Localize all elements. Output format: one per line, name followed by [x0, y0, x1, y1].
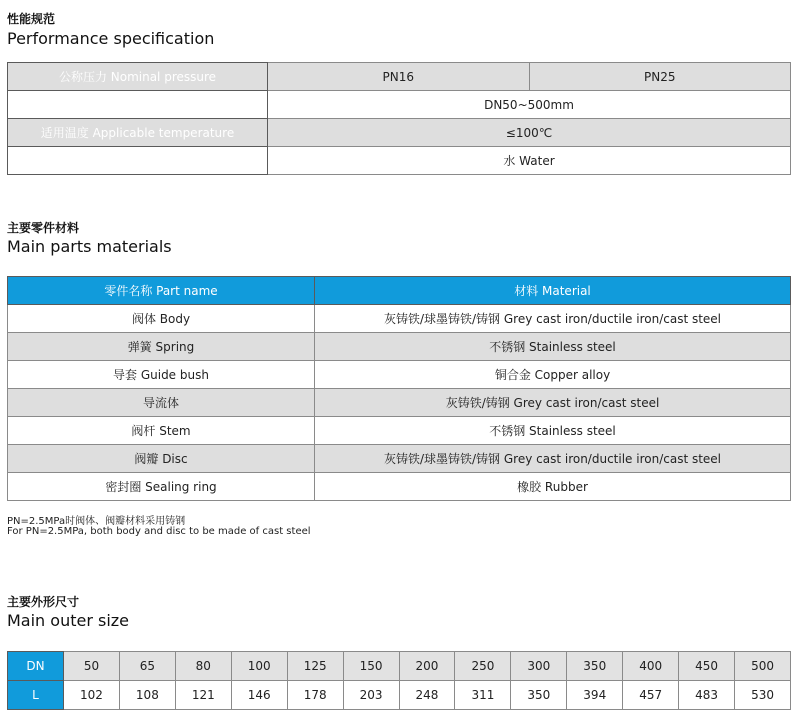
- table-row: [8, 63, 791, 91]
- applicable-medium-value: 水 Water: [268, 147, 791, 175]
- l-value: 311: [455, 681, 511, 710]
- dn-label: DN: [8, 652, 64, 681]
- materials-title-en: Main parts materials: [7, 237, 172, 256]
- dimensions-table: [7, 651, 791, 710]
- material-cell: 不锈钢 Stainless steel: [315, 333, 791, 361]
- materials-table: [7, 276, 791, 501]
- dn-row: [8, 652, 791, 681]
- table-row: [8, 445, 791, 473]
- part-name-cell: 阀体 Body: [8, 305, 315, 333]
- dn-value: 100: [231, 652, 287, 681]
- table-row: [8, 417, 791, 445]
- l-row: [8, 681, 791, 710]
- materials-note-cn: PN=2.5MPa时阀体、阀瓣材料采用铸钢: [7, 516, 186, 527]
- dn-value: 500: [735, 652, 791, 681]
- dn-value: 80: [175, 652, 231, 681]
- materials-note-en: For PN=2.5MPa, both body and disc to be made of cast steel: [7, 526, 311, 537]
- dimensions-title-en: Main outer size: [7, 611, 130, 630]
- performance-title-cn: 性能规范: [7, 12, 56, 26]
- material-header: 材料 Material: [315, 277, 791, 305]
- dn-value: 450: [679, 652, 735, 681]
- table-row: [8, 119, 791, 147]
- performance-title-en: Performance specification: [7, 29, 215, 48]
- table-row: [8, 361, 791, 389]
- dimensions-title-cn: 主要外形尺寸: [7, 595, 80, 609]
- dn-value: 300: [511, 652, 567, 681]
- part-name-cell: 阀杆 Stem: [8, 417, 315, 445]
- l-value: 530: [735, 681, 791, 710]
- dn-value: 125: [287, 652, 343, 681]
- nominal-diameter-value: DN50~500mm: [268, 91, 791, 119]
- table-row: [8, 147, 791, 175]
- table-row: [8, 473, 791, 501]
- l-value: 102: [64, 681, 120, 710]
- applicable-temperature-value: ≤100℃: [268, 119, 791, 147]
- l-label: L: [8, 681, 64, 710]
- part-name-cell: 导套 Guide bush: [8, 361, 315, 389]
- part-name-cell: 阀瓣 Disc: [8, 445, 315, 473]
- material-cell: 不锈钢 Stainless steel: [315, 417, 791, 445]
- dn-value: 50: [64, 652, 120, 681]
- material-cell: 灰铸铁/球墨铸铁/铸钢 Grey cast iron/ductile iron/cast steel: [315, 445, 791, 473]
- table-row: [8, 305, 791, 333]
- l-value: 146: [231, 681, 287, 710]
- part-name-cell: 弹簧 Spring: [8, 333, 315, 361]
- part-name-cell: 密封圈 Sealing ring: [8, 473, 315, 501]
- table-header-row: [8, 277, 791, 305]
- material-cell: 灰铸铁/铸钢 Grey cast iron/cast steel: [315, 389, 791, 417]
- materials-title-cn: 主要零件材料: [7, 221, 80, 235]
- l-value: 108: [119, 681, 175, 710]
- material-cell: 橡胶 Rubber: [315, 473, 791, 501]
- l-value: 350: [511, 681, 567, 710]
- dn-value: 250: [455, 652, 511, 681]
- nominal-pressure-pn16: PN16: [268, 63, 530, 91]
- l-value: 203: [343, 681, 399, 710]
- dn-value: 350: [567, 652, 623, 681]
- l-value: 121: [175, 681, 231, 710]
- performance-table: [7, 62, 791, 175]
- material-cell: 铜合金 Copper alloy: [315, 361, 791, 389]
- nominal-pressure-label: 公称压力 Nominal pressure: [8, 63, 268, 91]
- part-name-cell: 导流体: [8, 389, 315, 417]
- dn-value: 400: [623, 652, 679, 681]
- l-value: 457: [623, 681, 679, 710]
- material-cell: 灰铸铁/球墨铸铁/铸钢 Grey cast iron/ductile iron/cast steel: [315, 305, 791, 333]
- part-name-header: 零件名称 Part name: [8, 277, 315, 305]
- table-row: [8, 389, 791, 417]
- l-value: 178: [287, 681, 343, 710]
- table-row: [8, 333, 791, 361]
- l-value: 248: [399, 681, 455, 710]
- dn-value: 200: [399, 652, 455, 681]
- nominal-diameter-label: 公称通径 Nominal diameter: [8, 91, 268, 119]
- nominal-pressure-pn25: PN25: [529, 63, 791, 91]
- l-value: 394: [567, 681, 623, 710]
- table-row: [8, 91, 791, 119]
- applicable-temperature-label: 适用温度 Applicable temperature: [8, 119, 268, 147]
- l-value: 483: [679, 681, 735, 710]
- dn-value: 65: [119, 652, 175, 681]
- applicable-medium-label: 适用介质 Applicable medium: [8, 147, 268, 175]
- dn-value: 150: [343, 652, 399, 681]
